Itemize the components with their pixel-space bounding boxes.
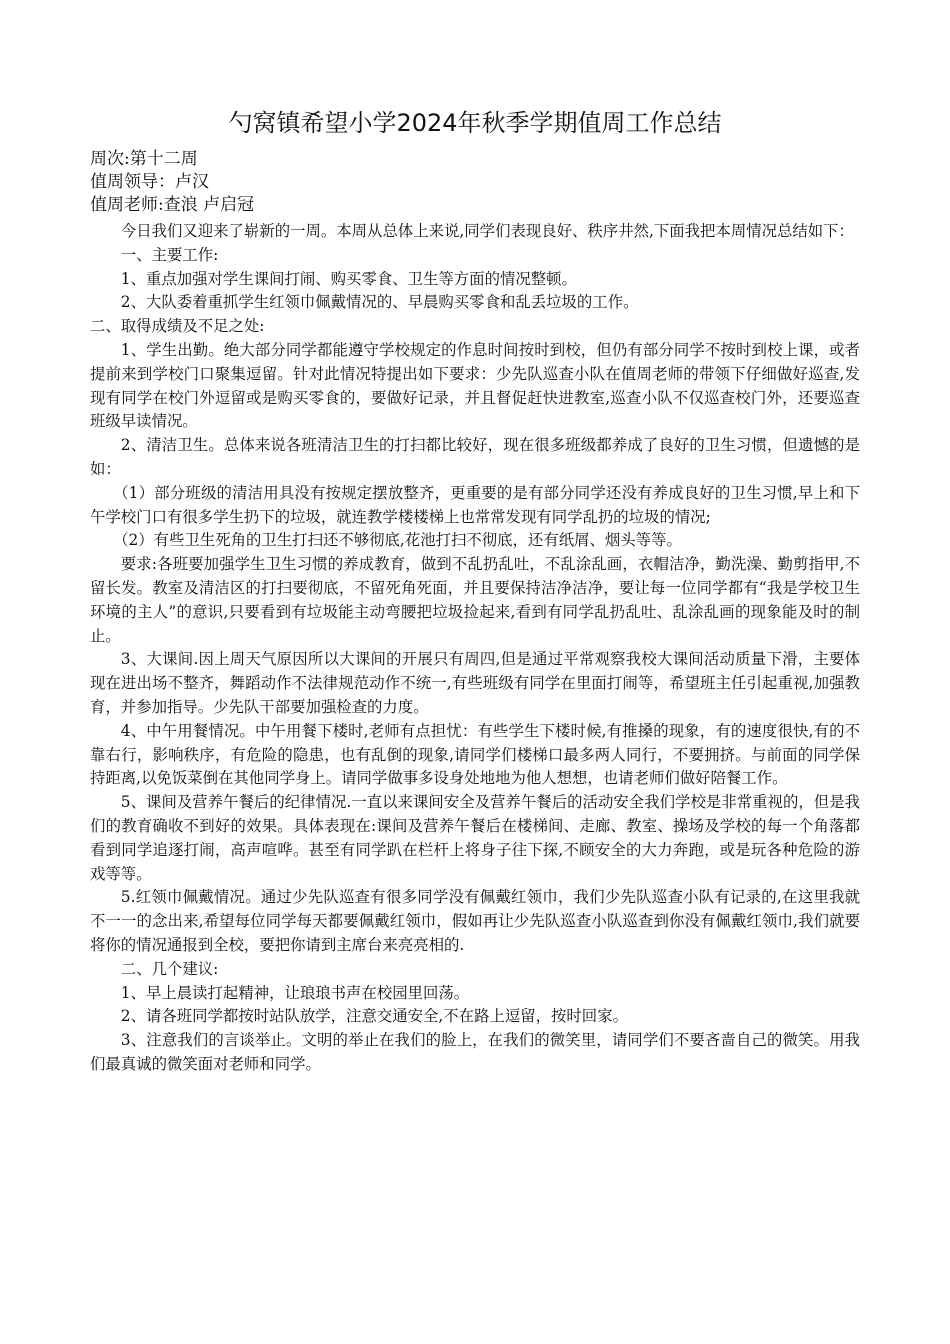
document-title: 勺窝镇希望小学2024年秋季学期值周工作总结 — [228, 109, 722, 137]
paragraph: 今日我们又迎来了崭新的一周。本周从总体上来说,同学们表现良好、秩序井然,下面我把本周情况总结如下： — [120, 222, 854, 240]
paragraph: 1、学生出勤。绝大部分同学都能遵守学校规定的作息时间按时到校，但仍有部分同学不按时到校上课，或者提前来到学校门口聚集逗留。针对此情况特提出如下要求：少先队巡查小队在值周老师的带领下仔细做好巡查,发现有同学在校门外逗留或是购买零食的，要做好记录，并且督促赶快进教室,巡查小队不仅巡查校门外，还要巡查班级早读情况。 — [90, 340, 860, 431]
paragraph: 1、重点加强对学生课间打闹、购买零食、卫生等方面的情况整顿。 — [120, 269, 577, 288]
paragraph: 4、中午用餐情况。中午用餐下楼时,老师有点担忧：有些学生下楼时候,有推搡的现象，有的速度很快,有的不靠右行，影响秩序，有危险的隐患，也有乱倒的现象,请同学们楼梯口最多两人同行，不要拥挤。与前面的同学保持距离,以免饭菜倒在其他同学身上。请同学做事多设身处地地为他人想想，也请老师们做好陪餐工作。 — [90, 721, 860, 788]
paragraph: 1、早上晨读打起精神，让琅琅书声在校园里回荡。 — [120, 983, 470, 1002]
document-body — [90, 220, 860, 1077]
document-page — [90, 100, 860, 1077]
section-heading: 二、取得成绩及不足之处: — [90, 317, 265, 336]
paragraph: 3、注意我们的言谈举止。文明的举止在我们的脸上，在我们的微笑里，请同学们不要吝啬自己的微笑。用我们最真诚的微笑面对老师和同学。 — [90, 1031, 860, 1073]
paragraph: 5、课间及营养午餐后的纪律情况.一直以来课间安全及营养午餐后的活动安全我们学校是非常重视的，但是我们的教育确收不到好的效果。具体表现在:课间及营养午餐后在楼梯间、走廊、教室、操场及学校的每一个角落都看到同学追逐打闹，高声喧哗。甚至有同学趴在栏杆上将身子往下探,不顾安全的大力奔跑，或是玩各种危险的游戏等等。 — [90, 793, 860, 883]
paragraph: 2、请各班同学都按时站队放学，注意交通安全,不在路上逗留，按时回家。 — [120, 1007, 628, 1026]
paragraph: 5.红领巾佩戴情况。通过少先队巡查有很多同学没有佩戴红领巾，我们少先队巡查小队有记录的,在这里我就不一一的念出来,希望每位同学每天都要佩戴红领巾，假如再让少先队巡查小队巡查到你没有佩戴红领巾,我们就要将你的情况通报到全校，要把你请到主席台来亮亮相的. — [90, 888, 860, 954]
paragraph: 一、主要工作: — [120, 245, 219, 264]
paragraph: 3、大课间.因上周天气原因所以大课间的开展只有周四,但是通过平常观察我校大课间活动质量下滑，主要体现在进出场不整齐，舞蹈动作不法律规范动作不统一,有些班级有同学在里面打闹等，希望班主任引起重视,加强教育，并参加指导。少先队干部要加强检查的力度。 — [90, 650, 860, 716]
paragraph: （2）有些卫生死角的卫生打扫还不够彻底,花池打扫不彻底，还有纸屑、烟头等等。 — [113, 531, 682, 550]
section-heading: 二、几个建议: — [120, 959, 219, 978]
paragraph: 2、清洁卫生。总体来说各班清洁卫生的打扫都比较好，现在很多班级都养成了良好的卫生习惯，但遗憾的是如： — [90, 436, 860, 478]
paragraph: 要求:各班要加强学生卫生习惯的养成教育，做到不乱扔乱吐，不乱涂乱画，衣帽洁净，勤洗澡、勤剪指甲,不留长发。教室及清洁区的打扫要彻底，不留死角死面，并且要保持洁净洁净，要让每一位同学都有“我是学校卫生环境的主人”的意识,只要看到有垃圾能主动弯腰把垃圾捡起来,看到有同学乱扔乱吐、乱涂乱画的现象能及时的制止。 — [90, 555, 860, 645]
week-label: 周次:第十二周 — [90, 149, 198, 169]
duty-teachers-label: 值周老师:查浪 卢启冠 — [90, 195, 255, 215]
paragraph: 2、大队委着重抓学生红领巾佩戴情况的、早晨购买零食和乱丢垃圾的工作。 — [120, 293, 639, 312]
paragraph: （1）部分班级的清洁用具没有按规定摆放整齐，更重要的是有部分同学还没有养成良好的卫生习惯,早上和下午学校门口有很多学生扔下的垃圾，就连教学楼楼梯上也常常发现有同学乱扔的垃圾的情况; — [90, 483, 860, 526]
duty-leader-label: 值周领导：卢汉 — [90, 172, 209, 192]
